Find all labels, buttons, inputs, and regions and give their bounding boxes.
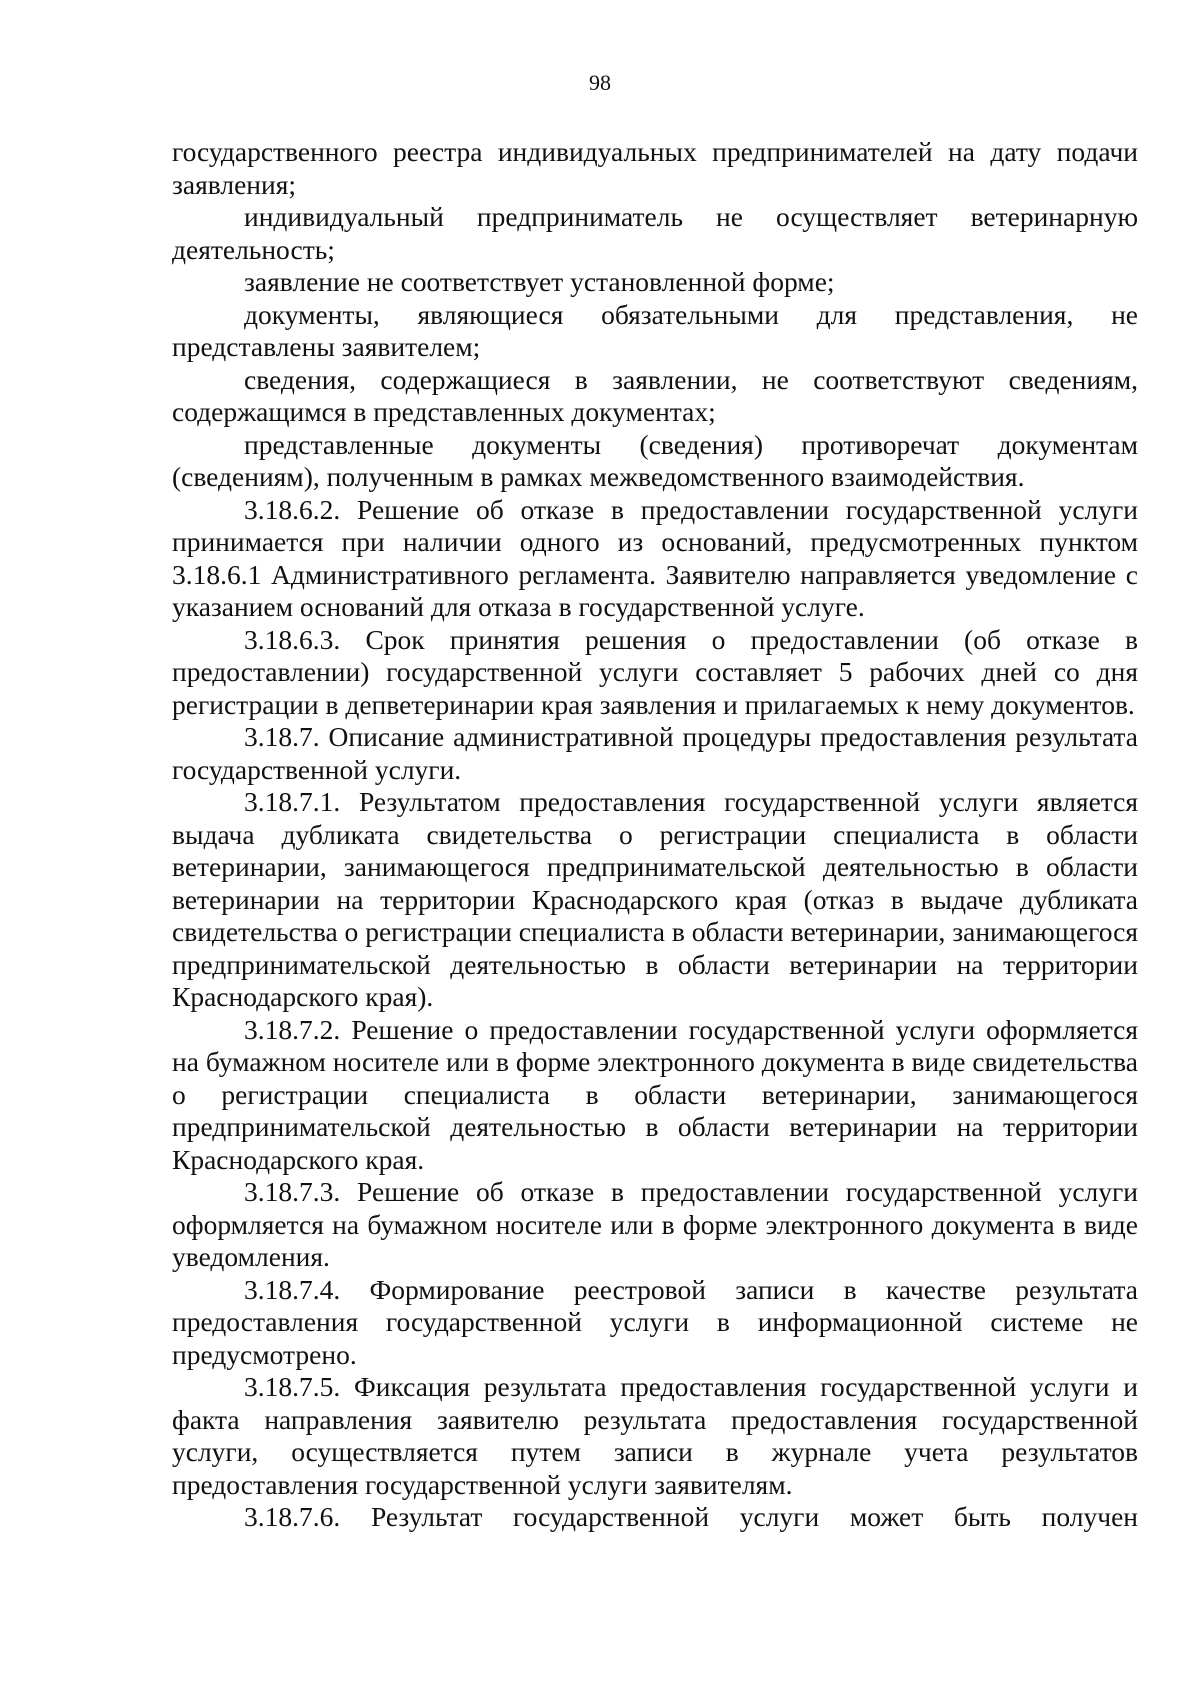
paragraph: 3.18.7.6. Результат государственной услуги может быть получен: [244, 1501, 1138, 1532]
paragraph: индивидуальный предприниматель не осуществляет ветеринарную деятельность;: [172, 201, 1138, 265]
paragraph: 3.18.7.5. Фиксация результата предоставления государственной услуги и факта направления заявителю результата предоставления государственной услуги, осуществляется путем записи в журнале учета результатов предоставления государственной услуги заявителям.: [172, 1371, 1138, 1500]
paragraph: 3.18.6.3. Срок принятия решения о предоставлении (об отказе в предоставлении) государственной услуги составляет 5 рабочих дней со дня регистрации в депветеринарии края заявления и прилагаемых к нему документов.: [172, 623, 1138, 720]
paragraph: 3.18.7.1. Результатом предоставления государственной услуги является выдача дубликата свидетельства о регистрации специалиста в области ветеринарии, занимающегося предпринимательской деятельностью в области ветеринарии на территории Краснодарского края (отказ в выдаче дубликата свидетельства о регистрации специалиста в области ветеринарии, занимающегося предпринимательской деятельностью в области ветеринарии на территории Краснодарского края).: [172, 786, 1138, 1012]
document-body: [172, 136, 1138, 1534]
paragraph: 3.18.7.2. Решение о предоставлении государственной услуги оформляется на бумажном носителе или в форме электронного документа в виде свидетельства о регистрации специалиста в области ветеринарии, занимающегося предпринимательской деятельностью в области ветеринарии на территории Краснодарского края.: [172, 1013, 1138, 1175]
paragraph: 3.18.7.3. Решение об отказе в предоставлении государственной услуги оформляется на бумажном носителе или в форме электронного документа в виде уведомления.: [172, 1176, 1138, 1272]
paragraph: заявление не соответствует установленной форме;: [244, 266, 835, 297]
paragraph: государственного реестра индивидуальных предпринимателей на дату подачи заявления;: [172, 136, 1138, 200]
paragraph: сведения, содержащиеся в заявлении, не соответствуют сведениям, содержащимся в представленных документах;: [172, 363, 1138, 427]
paragraph: 3.18.7.4. Формирование реестровой записи в качестве результата предоставления государственной услуги в информационной системе не предусмотрено.: [172, 1273, 1138, 1370]
paragraph: представленные документы (сведения) противоречат документам (сведениям), полученным в рамках межведомственного взаимодействия.: [172, 428, 1138, 492]
paragraph: 3.18.7. Описание административной процедуры предоставления результата государственной услуги.: [172, 721, 1138, 785]
page-number: 98: [589, 70, 611, 95]
paragraph: документы, являющиеся обязательными для представления, не представлены заявителем;: [172, 298, 1138, 362]
paragraph: 3.18.6.2. Решение об отказе в предоставлении государственной услуги принимается при наличии одного из оснований, предусмотренных пунктом 3.18.6.1 Административного регламента. Заявителю направляется уведомление с указанием оснований для отказа в государственной услуге.: [172, 493, 1138, 622]
